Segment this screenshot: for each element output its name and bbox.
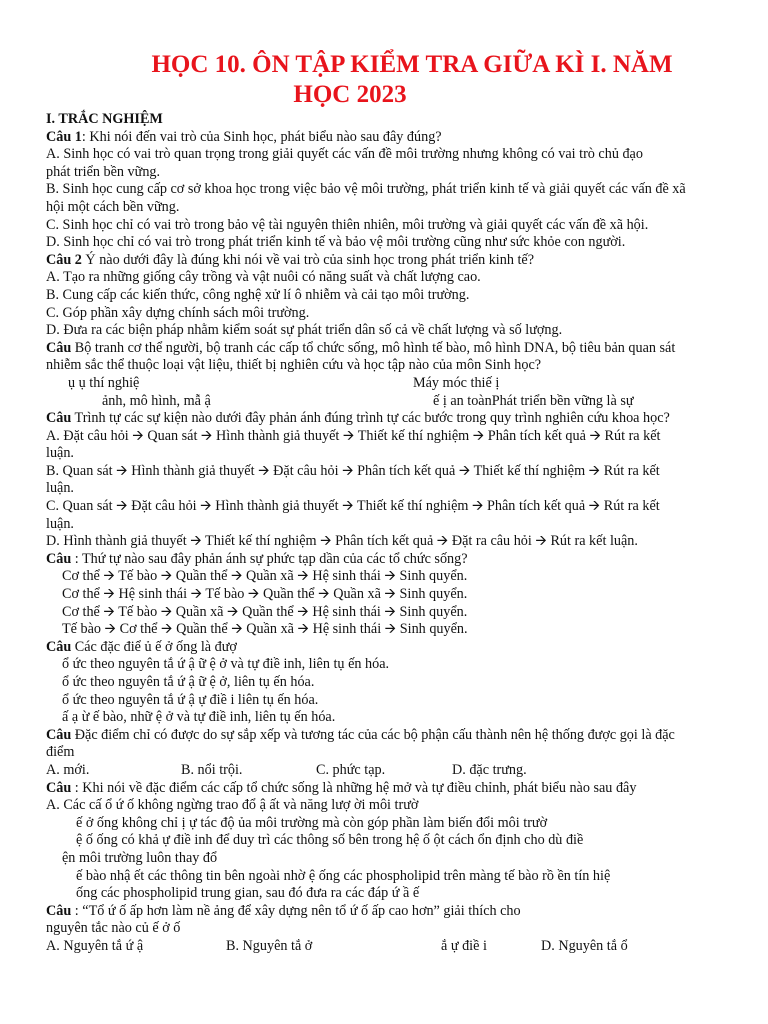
question-stem: Các đặc điể ủ ế ở ống là đượ <box>71 638 237 655</box>
option-b: Cơ thể 🡪 Hệ sinh thái 🡪 Tế bào 🡪 Quần thể 🡪 Quần xã 🡪 Sinh quyển. <box>62 586 468 603</box>
question-4 <box>46 410 734 551</box>
option-d: D. Đưa ra các biện pháp nhằm kiểm soát sự phát triển dân số cả về chất lượng và số lượng. <box>46 322 563 339</box>
option-b: ổ ức theo nguyên tắ ứ ậ ữ ệ ở, liên tụ ến hóa. <box>62 674 315 690</box>
question-1 <box>46 129 734 252</box>
option-c: Cơ thể 🡪 Tế bào 🡪 Quần xã 🡪 Quần thể 🡪 Hệ sinh thái 🡪 Sinh quyển. <box>62 603 468 620</box>
question-3 <box>46 340 734 410</box>
option-d: D. Nguyên tắ ổ <box>541 937 628 954</box>
option-d: D. Hình thành giả thuyết 🡪 Thiết kế thí nghiệm 🡪 Phân tích kết quả 🡪 Đặt ra câu hỏi 🡪 Rút ra kết luận. <box>46 533 638 550</box>
question-stem-cont: nguyên tắc nào củ ế ở ố <box>46 920 181 937</box>
option-b: B. Cung cấp các kiến thức, công nghệ xử lí ô nhiễm và cải tạo môi trường. <box>46 286 470 303</box>
document-body <box>46 111 734 956</box>
option-a-cont: phát triển bền vững. <box>46 163 161 180</box>
question-7 <box>46 727 734 780</box>
question-stem: : Thứ tự nào sau đây phản ánh sự phức tạp dần của các tổ chức sống? <box>71 550 468 567</box>
question-stem: Bộ tranh cơ thể người, bộ tranh các cấp tổ chức sống, mô hình tế bào, mô hình DNA, bộ tiêu bản quan sát <box>71 339 676 356</box>
question-stem: : “Tổ ứ ố ấp hơn làm nề ảng để xây dựng nên tổ ứ ố ấp cao hơn” giải thích cho <box>71 902 521 919</box>
option-d: ế ị an toànPhát triển bền vững là sự <box>433 392 634 409</box>
option-c: ổ ức theo nguyên tắ ứ ậ ự điề i liên tụ ến hóa. <box>62 691 319 708</box>
question-stem: : Khi nói đến vai trò của Sinh học, phát biểu nào sau đây đúng? <box>81 128 442 145</box>
option-a: A. Tạo ra những giống cây trồng và vật nuôi có năng suất và chất lượng cao. <box>46 269 481 286</box>
question-stem: : Khi nói về đặc điểm các cấp tổ chức sống là những hệ mở và tự điều chỉnh, phát biểu nào sau đây <box>71 779 637 796</box>
option-a: Cơ thể 🡪 Tế bào 🡪 Quần thể 🡪 Quần xã 🡪 Hệ sinh thái 🡪 Sinh quyển. <box>62 568 468 585</box>
option-b: Máy móc thiế ị <box>413 374 500 391</box>
option-a: ổ ức theo nguyên tắ ứ ậ ữ ệ ở và tự điề inh, liên tụ ến hóa. <box>62 656 390 673</box>
question-8 <box>46 780 734 903</box>
option-c: ệ ố ống có khả ự điề inh để duy trì các thông số bên trong hệ ố ột cách ổn định cho dù điề <box>76 832 584 849</box>
question-label: Câu <box>46 550 72 567</box>
option-c: ắ ự điề i <box>441 937 487 954</box>
option-b: B. Quan sát 🡪 Hình thành giả thuyết 🡪 Đặt câu hỏi 🡪 Phân tích kết quả 🡪 Thiết kế thí nghiệm 🡪 Rút ra kết <box>46 462 660 479</box>
question-2 <box>46 252 734 340</box>
question-stem: Trình tự các sự kiện nào dưới đây phản ánh đúng trình tự các bước trong quy trình nghiên cứu khoa học? <box>71 410 670 427</box>
option-c: ảnh, mô hình, mẫ ậ <box>102 392 211 409</box>
document-title-line-2: HỌC 2023 <box>293 81 407 108</box>
option-c-cont: luận. <box>46 515 74 532</box>
question-label: Câu 1 <box>46 128 82 145</box>
question-label: Câu <box>46 339 72 356</box>
document-title-line-1: HỌC 10. ÔN TẬP KIỂM TRA GIỮA KÌ I. NĂM <box>151 51 673 78</box>
option-d: D. đặc trưng. <box>452 761 527 778</box>
option-b: B. Nguyên tắ ở <box>226 937 313 954</box>
question-label: Câu <box>46 638 72 655</box>
option-d: D. Sinh học chỉ có vai trò trong phát triển kinh tế và bảo vệ môi trường cũng như sức khỏe con người. <box>46 234 626 251</box>
option-a: ụ ụ thí nghiệ <box>68 374 140 391</box>
question-stem-cont: nhiễm sắc thể thuộc loại vật liệu, thiết bị nghiên cứu và học tập nào của môn Sinh học? <box>46 357 542 374</box>
question-label: Câu <box>46 410 72 427</box>
question-5 <box>46 551 734 639</box>
option-b-cont: luận. <box>46 480 74 497</box>
option-c: C. Góp phần xây dựng chính sách môi trường. <box>46 304 310 321</box>
option-c: C. Sinh học chỉ có vai trò trong bảo vệ tài nguyên thiên nhiên, môi trường và giải quyết các vấn đề xã hội. <box>46 216 649 233</box>
section-heading: I. TRẮC NGHIỆM <box>46 111 163 127</box>
question-stem-cont: điểm <box>46 744 75 761</box>
option-a: A. Sinh học có vai trò quan trọng trong giải quyết các vấn đề môi trường nhưng không có vai trò chủ đạo <box>46 146 643 163</box>
option-a: A. Đặt câu hỏi 🡪 Quan sát 🡪 Hình thành giả thuyết 🡪 Thiết kế thí nghiệm 🡪 Phân tích kết quả 🡪 Rút ra kết <box>46 427 661 444</box>
option-b: ế ở ống không chỉ ị ự tác độ ủa môi trường mà còn góp phần làm biến đổi môi trườ <box>76 814 548 831</box>
option-a: A. Nguyên tắ ứ ậ <box>46 937 144 954</box>
option-b: B. nổi trội. <box>181 761 243 778</box>
question-label: Câu <box>46 779 72 796</box>
option-d: ấ ạ ừ ế bào, nhữ ệ ở và tự điề inh, liên tụ ến hóa. <box>62 709 336 726</box>
question-label: Câu <box>46 726 72 743</box>
question-9 <box>46 903 734 956</box>
option-c-cont: ện môi trường luôn thay đổ <box>62 849 218 866</box>
option-c: C. Quan sát 🡪 Đặt câu hỏi 🡪 Hình thành giả thuyết 🡪 Thiết kế thí nghiệm 🡪 Phân tích kết quả 🡪 Rút ra kết <box>46 498 660 515</box>
question-stem: Ý nào dưới đây là đúng khi nói về vai trò của sinh học trong phát triển kinh tế? <box>81 251 535 268</box>
question-label: Câu <box>46 902 72 919</box>
option-d-cont: ống các phospholipid trung gian, sau đó đưa ra các đáp ứ ầ ế <box>76 885 420 902</box>
option-c: C. phức tạp. <box>316 761 386 778</box>
option-a: A. mới. <box>46 761 90 778</box>
option-a-cont: luận. <box>46 445 74 462</box>
option-b: B. Sinh học cung cấp cơ sở khoa học trong việc bảo vệ môi trường, phát triển kinh tế và giải quyết các vấn đề xã <box>46 181 686 198</box>
option-d: Tế bào 🡪 Cơ thể 🡪 Quần thể 🡪 Quần xã 🡪 Hệ sinh thái 🡪 Sinh quyển. <box>62 621 468 638</box>
option-b-cont: hội một cách bền vững. <box>46 198 180 215</box>
question-6 <box>46 639 734 727</box>
option-d: ế bào nhậ ết các thông tin bên ngoài nhờ ệ ống các phospholipid trên màng tế bào rồ ền tín hiệ <box>76 867 611 884</box>
question-stem: Đặc điểm chỉ có được do sự sắp xếp và tương tác của các bộ phận cấu thành nên hệ thống được gọi là đặc <box>71 726 675 743</box>
option-a: A. Các cấ ổ ứ ố không ngừng trao đổ ậ ất và năng lượ ời môi trườ <box>46 797 419 814</box>
question-label: Câu 2 <box>46 251 82 268</box>
